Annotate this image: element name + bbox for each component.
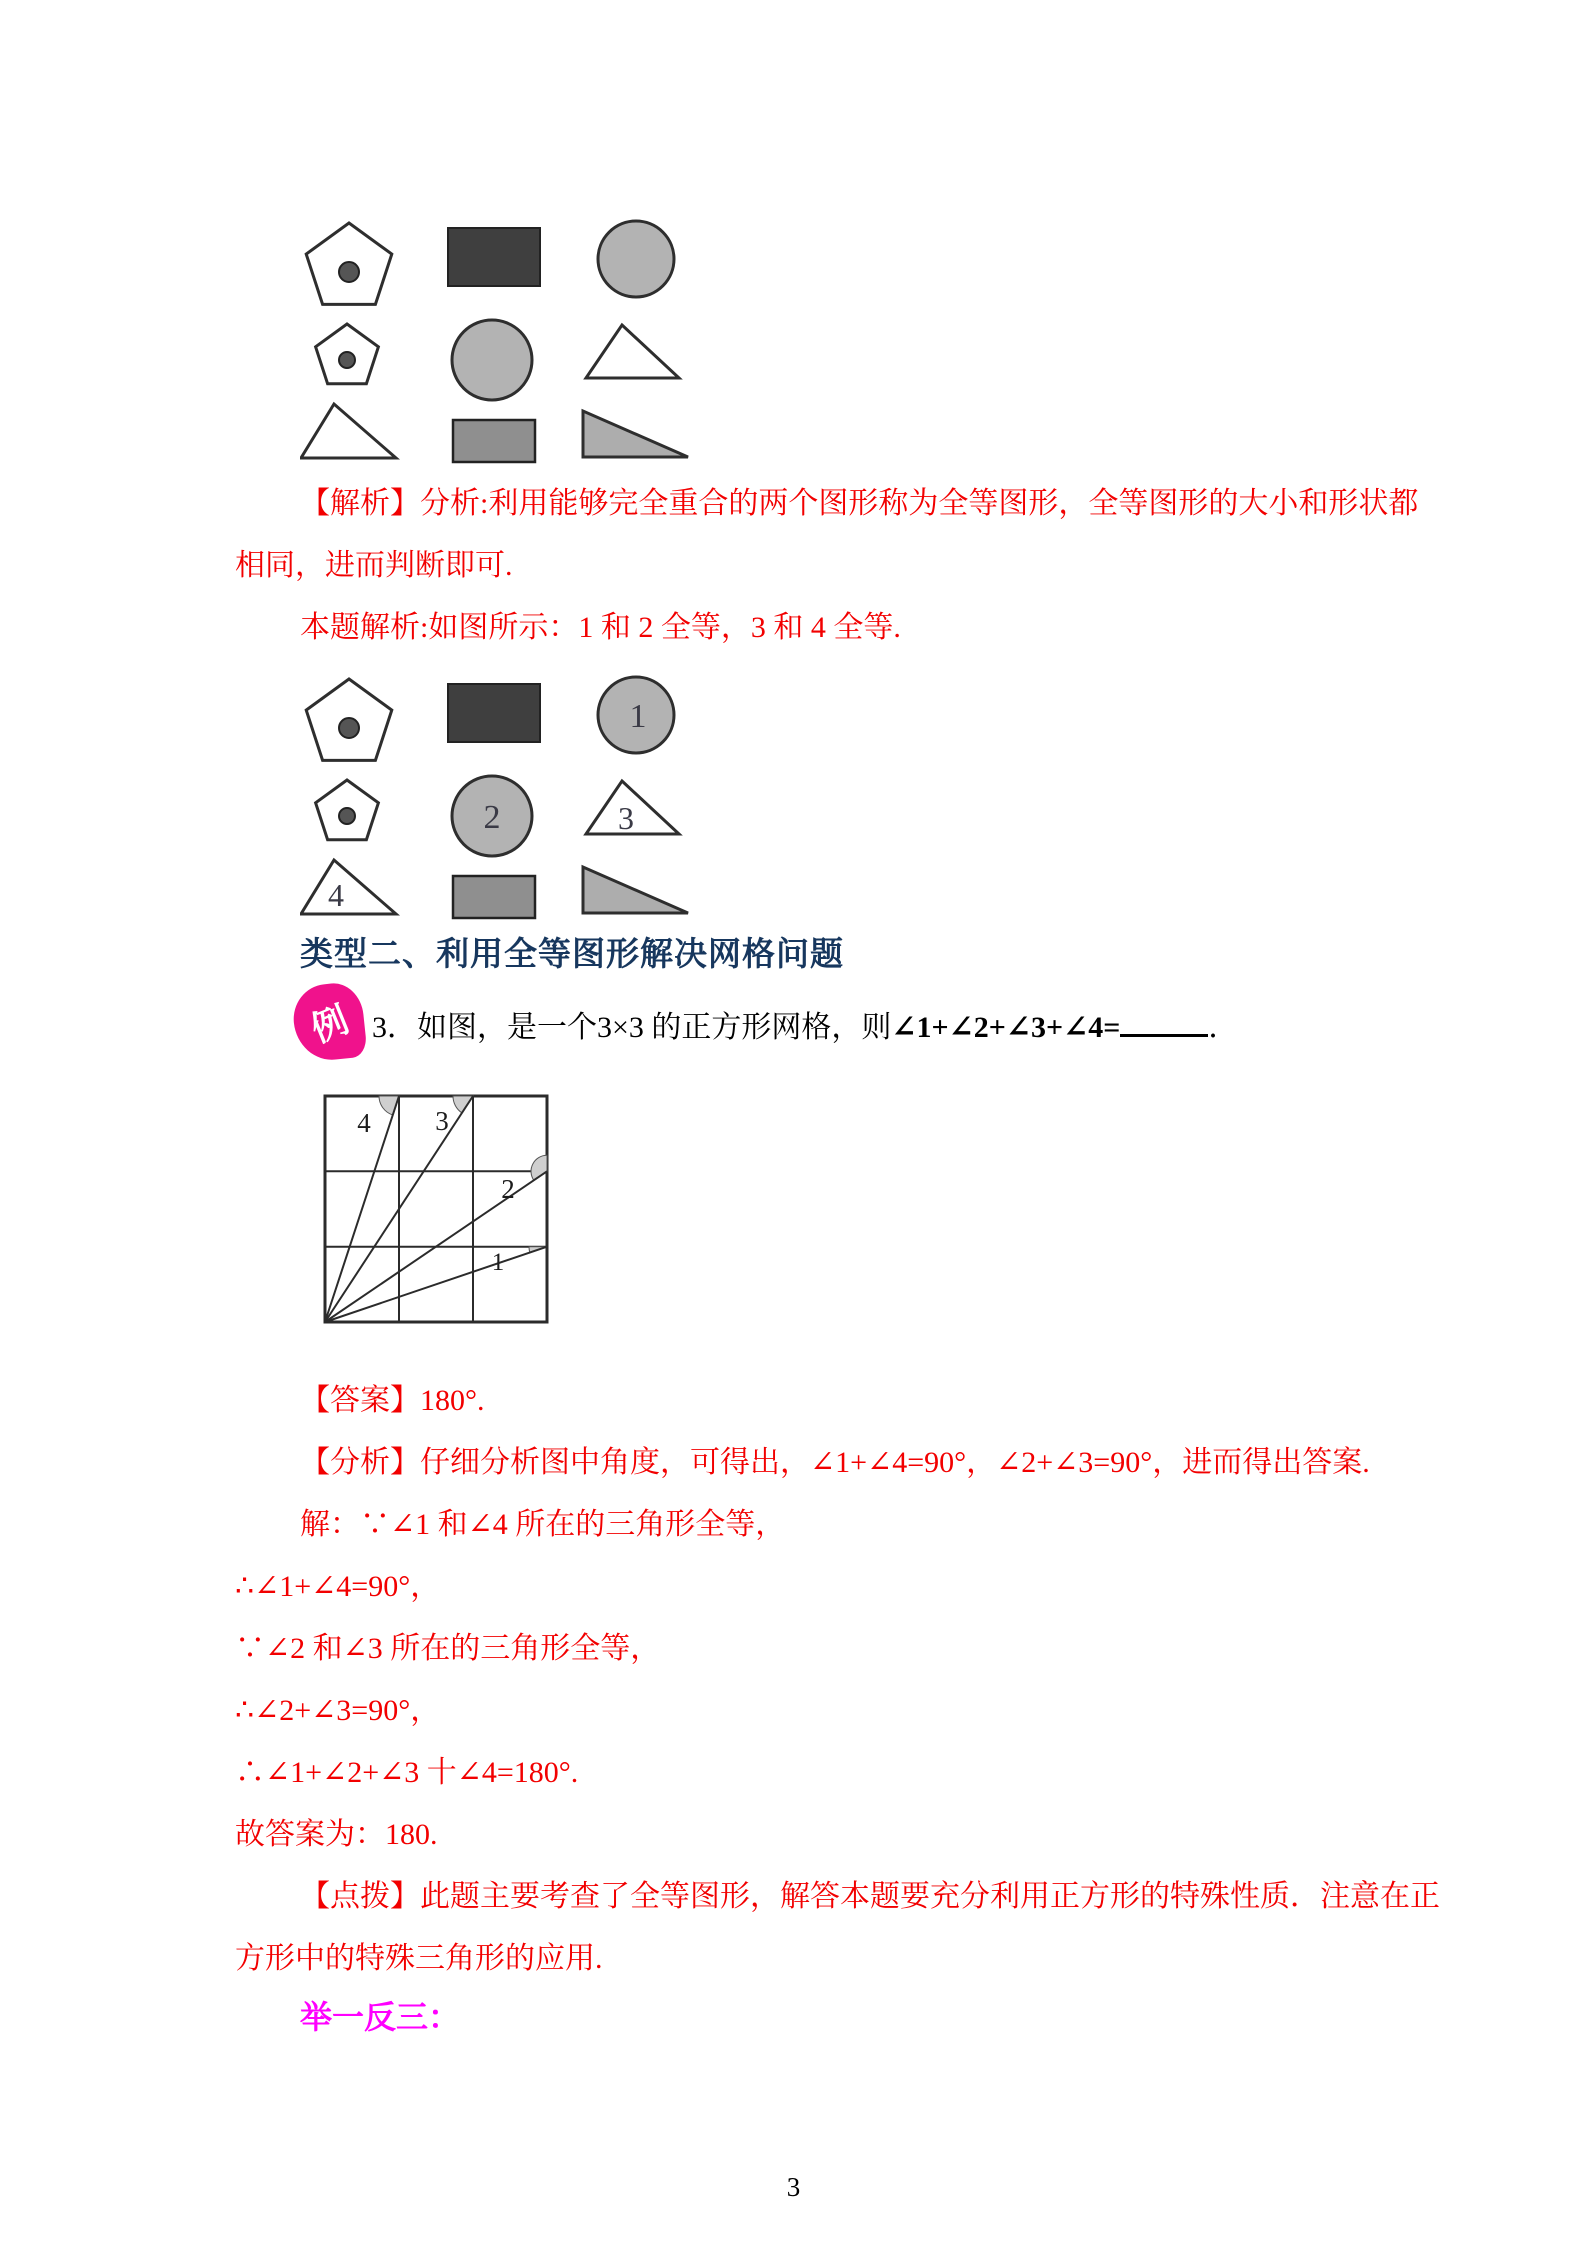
grid-angle-label-4: 4 xyxy=(357,1108,371,1138)
page-number: 3 xyxy=(786,2172,801,2202)
grid-angle-label-3: 3 xyxy=(435,1106,449,1136)
followup-heading: 举一反三： xyxy=(300,1999,461,2035)
analysis-line-1: 【解析】分析:利用能够完全重合的两个图形称为全等图形，全等图形的大小和形状都 xyxy=(300,487,1419,520)
question-lead: 3．如图，是一个3×3 的正方形网格，则 xyxy=(372,1011,892,1044)
shape-label-3: 3 xyxy=(618,800,634,836)
congruent-shapes-figure-labeled xyxy=(300,668,690,920)
solution-step-3: ∵∠2 和∠3 所在的三角形全等， xyxy=(235,1632,661,1665)
shape-label-2: 2 xyxy=(483,799,501,836)
shape-label-4: 4 xyxy=(328,877,344,913)
note-line-2: 方形中的特殊三角形的应用. xyxy=(235,1942,603,1975)
analysis-line: 【分析】仔细分析图中角度，可得出，∠1+∠4=90°，∠2+∠3=90°，进而得出答案. xyxy=(300,1446,1370,1479)
section-heading: 类型二、利用全等图形解决网格问题 xyxy=(300,935,844,972)
solution-step-6: 故答案为：180. xyxy=(235,1818,438,1851)
solution-step-1: 解：∵∠1 和∠4 所在的三角形全等， xyxy=(300,1508,786,1541)
solution-step-2: ∴∠1+∠4=90°， xyxy=(235,1570,441,1603)
solution-step-4: ∴∠2+∠3=90°， xyxy=(235,1694,441,1727)
example-badge-label: 例 xyxy=(305,999,355,1050)
answer-blank xyxy=(1120,1004,1208,1037)
question-line xyxy=(372,1002,1238,1046)
analysis-line-2: 相同，进而判断即可. xyxy=(235,549,513,582)
shape-label-1: 1 xyxy=(629,698,647,735)
grid-angles-figure xyxy=(320,1090,550,1330)
example-badge xyxy=(290,981,368,1064)
grid-angle-label-1: 1 xyxy=(491,1249,505,1276)
question-period: ． xyxy=(1208,1011,1239,1044)
solution-step-5: ∴∠1+∠2+∠3 十∠4=180°. xyxy=(235,1756,579,1789)
congruent-shapes-figure xyxy=(300,212,690,464)
answer-line: 【答案】180°. xyxy=(300,1384,485,1417)
note-line-1: 【点拨】此题主要考查了全等图形，解答本题要充分利用正方形的特殊性质．注意在正 xyxy=(300,1880,1440,1913)
grid-angle-label-2: 2 xyxy=(501,1174,515,1204)
analysis-conclusion: 本题解析:如图所示：1 和 2 全等，3 和 4 全等. xyxy=(300,611,901,644)
question-expression: ∠1+∠2+∠3+∠4= xyxy=(891,1011,1121,1044)
